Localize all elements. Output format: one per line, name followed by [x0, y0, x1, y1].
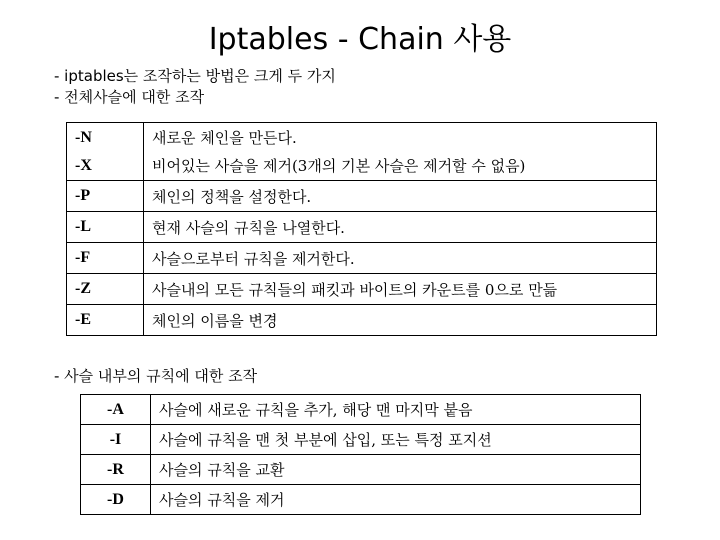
- description-text: 비어있는 사슬을 제거(3개의 기본 사슬은 제거할 수 없음): [152, 156, 526, 175]
- table-row: [67, 274, 657, 305]
- chain-operations-table: [66, 122, 657, 336]
- table-row: [67, 123, 657, 181]
- description-text: 현재 사슬의 규칙을 나열한다.: [144, 212, 657, 243]
- description-text: 체인의 정책을 설정한다.: [144, 181, 657, 212]
- option-label: -A: [81, 395, 151, 425]
- option-label: -L: [67, 212, 144, 243]
- description-text: 새로운 체인을 만든다.: [152, 128, 297, 147]
- description-text: 사슬에 규칙을 맨 첫 부분에 삽입, 또는 특정 포지션: [151, 425, 641, 455]
- table-row: [67, 212, 657, 243]
- description-text: 사슬의 규칙을 교환: [151, 455, 641, 485]
- option-label: -D: [81, 485, 151, 515]
- section-heading: - 사슬 내부의 규칙에 대한 조작: [54, 367, 258, 385]
- option-label: -Z: [67, 274, 144, 305]
- table-row: [67, 305, 657, 336]
- description-text: 사슬으로부터 규칙을 제거한다.: [144, 243, 657, 274]
- description-text: 사슬내의 모든 규칙들의 패킷과 바이트의 카운트를 0으로 만듦: [144, 274, 657, 305]
- intro-line: - 전체사슬에 대한 조작: [54, 88, 205, 106]
- table-row: [67, 243, 657, 274]
- intro-line: - iptables는 조작하는 방법은 크게 두 가지: [54, 67, 336, 85]
- option-label: -N: [75, 128, 92, 146]
- description-text: 사슬에 새로운 규칙을 추가, 해당 맨 마지막 붙음: [151, 395, 641, 425]
- description-cell: [144, 123, 657, 181]
- option-label: -P: [67, 181, 144, 212]
- slide-title: Iptables - Chain 사용: [208, 22, 512, 57]
- table-row: [81, 455, 641, 485]
- option-label: -R: [81, 455, 151, 485]
- description-text: 사슬의 규칙을 제거: [151, 485, 641, 515]
- rule-operations-table: [80, 394, 641, 515]
- option-label: -F: [67, 243, 144, 274]
- option-label: -X: [75, 156, 92, 174]
- table-row: [81, 395, 641, 425]
- table-row: [81, 425, 641, 455]
- intro-list: [54, 66, 336, 108]
- option-cell: [67, 123, 144, 181]
- table-row: [67, 181, 657, 212]
- table-row: [81, 485, 641, 515]
- description-text: 체인의 이름을 변경: [144, 305, 657, 336]
- option-label: -I: [81, 425, 151, 455]
- option-label: -E: [67, 305, 144, 336]
